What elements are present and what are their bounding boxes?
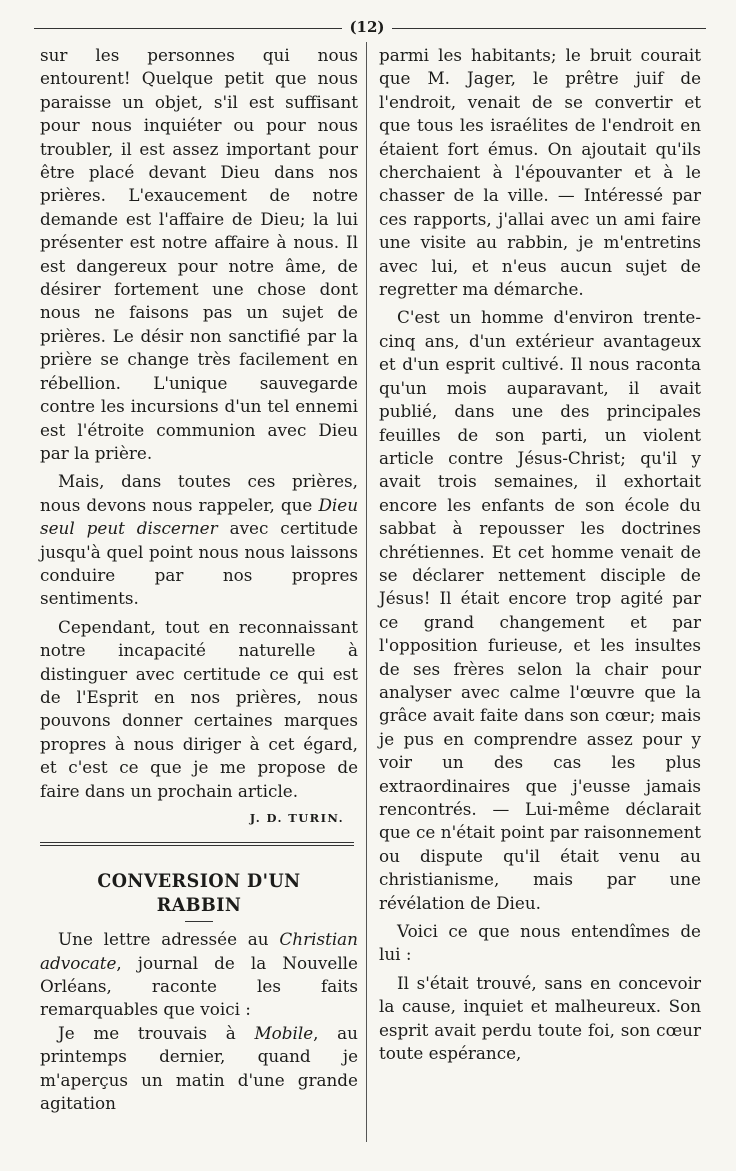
left-paragraph-4-text-b: , journal de la Nouvelle Orléans, raconte les faits remarquables que voici : bbox=[40, 952, 358, 1020]
right-column bbox=[379, 44, 701, 1171]
page-number: (12) bbox=[349, 18, 385, 36]
author-signature: J. D. TURIN. bbox=[249, 811, 344, 825]
left-paragraph-2-text-a: Mais, dans toutes ces prières, nous devons nous rappeler, que bbox=[40, 471, 358, 515]
left-paragraph-3: Cependant, tout en reconnaissant notre incapacité naturelle à distinguer avec certitude ce qui est de l'Esprit en nos prières, nous pouvons donner certaines marques propres à nous diriger à cet égard, et c'est ce que je me propose de faire dans un prochain article. bbox=[40, 616, 358, 801]
left-paragraph-5-text-b: , au printemps dernier, quand je m'aperçus un matin d'une grande agitation bbox=[40, 1022, 358, 1114]
left-paragraph-4-text-a: Une lettre adressée au bbox=[58, 929, 280, 950]
column-divider bbox=[366, 42, 367, 1142]
left-paragraph-4-italic: Christian advocate bbox=[40, 929, 358, 973]
left-paragraph-4 bbox=[40, 928, 358, 1022]
right-paragraph-1: parmi les habitants; le bruit courait que M. Jager, le prêtre juif de l'endroit, venait de se convertir et que tous les israélites de l'endroit en étaient fort émus. On ajoutait qu'ils cherchaient à l'épouvanter et à le chasser de la ville. — Intéressé par ces rapports, j'allai avec un ami faire une visite au rabbin, je m'entretins avec lui, et n'eus aucun sujet de regretter ma démarche. bbox=[379, 45, 701, 300]
left-paragraph-2 bbox=[40, 470, 358, 610]
right-paragraph-2: C'est un homme d'environ trente-cinq ans, d'un extérieur avantageux et d'un esprit cultivé. Il nous raconta qu'un mois auparavant, il avait publié, dans une des principales feuilles de son parti, un violent article contre Jésus-Christ; qu'il y avait trois semaines, il exhortait encore les enfants de son école du sabbat à repousser les doctrines chrétiennes. Et cet homme venait de se déclarer nettement disciple de Jésus! Il était encore trop agité par ce grand changement et par l'opposition furieuse, et les insultes de ses frères selon la chair pour analyser avec calme l'œuvre que la grâce avait faite dans son cœur; mais je pus en comprendre assez pour y voir un des cas les plus extraordinaires que j'eusse jamais rencontrés. — Lui-même déclarait que ce n'était point par raisonnement ou dispute qu'il était venu au christianisme, mais par une révélation de Dieu. bbox=[379, 307, 701, 913]
right-paragraph-4: Il s'était trouvé, sans en concevoir la cause, inquiet et malheureux. Son esprit avait perdu toute foi, son cœur toute espérance, bbox=[379, 972, 701, 1064]
left-column bbox=[40, 44, 358, 1171]
section-divider-rule bbox=[40, 842, 354, 846]
left-paragraph-2-text-b: avec certitude jusqu'à quel point nous nous laissons conduire par nos propres sentiments. bbox=[40, 518, 358, 609]
page-header bbox=[34, 16, 706, 40]
article-title: CONVERSION D'UN RABBIN bbox=[97, 870, 301, 916]
header-rule-right bbox=[392, 28, 706, 29]
header-rule-left bbox=[34, 28, 342, 29]
left-paragraph-5 bbox=[40, 1022, 358, 1116]
left-paragraph-1: sur les personnes qui nous entourent! Quelque petit que nous paraisse un objet, s'il est suffisant pour nous inquiéter ou pour nous troubler, il est assez important pour être placé devant Dieu dans nos prières. L'exaucement de notre demande est l'affaire de Dieu; la lui présenter est notre affaire à nous. Il est dangereux pour notre âme, de désirer fortement une chose dont nous ne faisons pas un sujet de prières. Le désir non sanctifié par la prière se change très facilement en rébellion. L'unique sauvegarde contre les incursions d'un tel ennemi est l'étroite communion avec Dieu par la prière. bbox=[40, 45, 358, 463]
left-paragraph-2-italic: Dieu seul peut discerner bbox=[40, 494, 358, 539]
right-paragraph-3: Voici ce que nous entendîmes de lui : bbox=[379, 921, 701, 965]
title-underline bbox=[185, 921, 213, 922]
left-paragraph-5-italic: Mobile bbox=[254, 1022, 314, 1043]
left-paragraph-5-text-a: Je me trouvais à bbox=[58, 1022, 255, 1043]
